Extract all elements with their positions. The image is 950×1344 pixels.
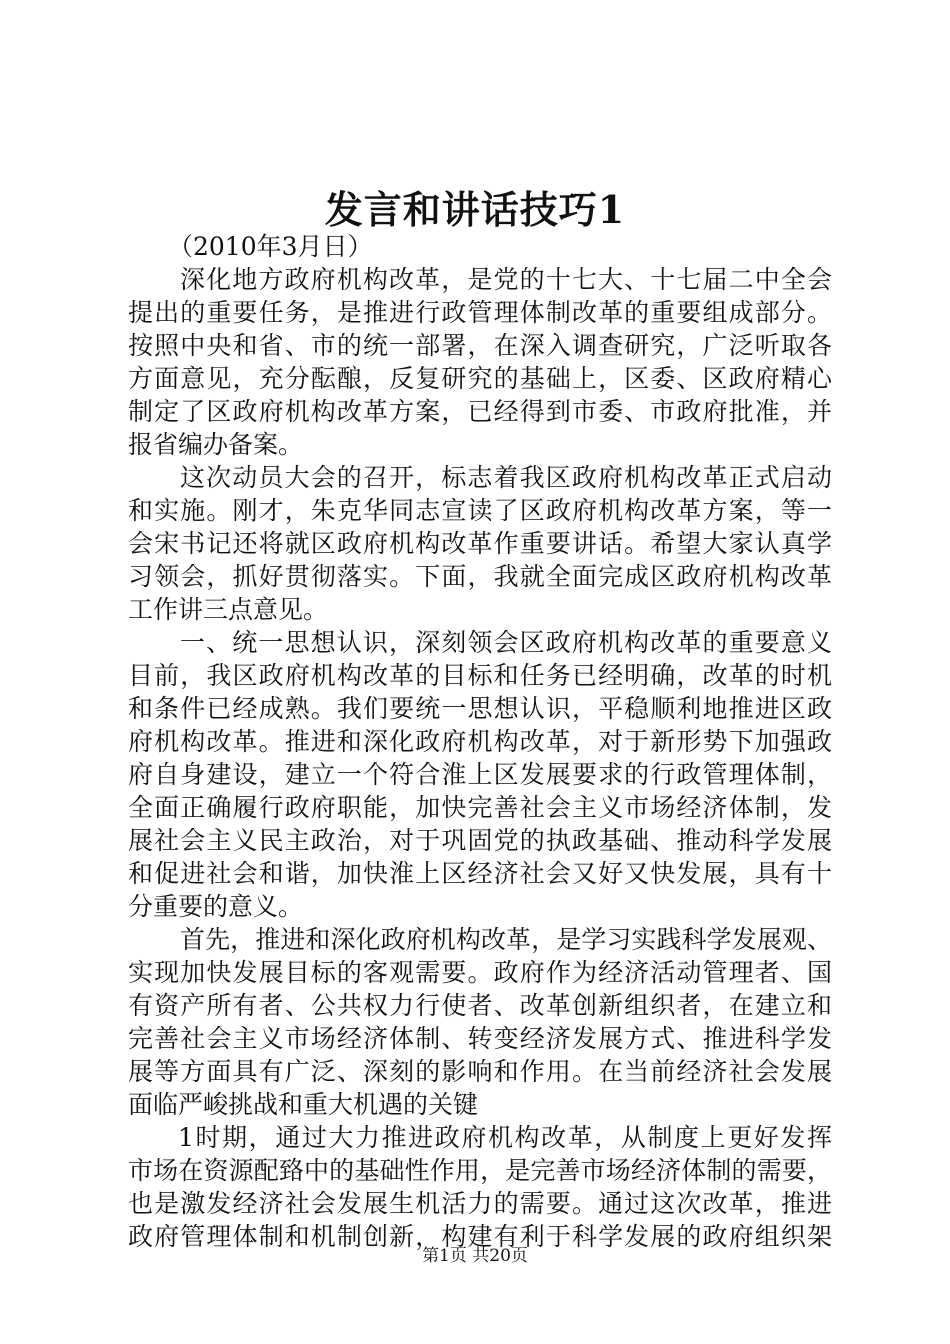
body-line: 1时期，通过大力推进政府机构改革，从制度上更好发挥 xyxy=(178,1123,832,1152)
body-line: 方面意见，充分酝酿，反复研究的基础上，区委、区政府精心 xyxy=(128,364,832,393)
body-line: 和实施。刚才，朱克华同志宣读了区政府机构改革方案，等一 xyxy=(128,496,832,525)
document-title: 发言和讲话技巧1 xyxy=(324,187,626,232)
body-line: 提出的重要任务，是推进行政管理体制改革的重要组成部分。 xyxy=(128,298,832,327)
body-line: 会宋书记还将就区政府机构改革作重要讲话。希望大家认真学 xyxy=(128,529,832,558)
body-line: 首先，推进和深化政府机构改革，是学习实践科学发展观、 xyxy=(180,925,832,954)
body-line: 政府管理体制和机制创新，构建有利于科学发展的政府组织架 xyxy=(128,1222,832,1251)
body-line: 制定了区政府机构改革方案，已经得到市委、市政府批准，并 xyxy=(128,397,832,426)
body-line: 府自身建设，建立一个符合淮上区发展要求的行政管理体制， xyxy=(128,760,832,789)
body-line: 习领会，抓好贯彻落实。下面，我就全面完成区政府机构改革 xyxy=(128,562,832,591)
body-line: 实现加快发展目标的客观需要。政府作为经济活动管理者、国 xyxy=(128,958,832,987)
body-line: 市场在资源配臵中的基础性作用，是完善市场经济体制的需要， xyxy=(128,1156,832,1185)
body-line: 工作讲三点意见。 xyxy=(128,595,329,624)
date-line: （2010年3月日） xyxy=(168,232,373,261)
body-line: 面临严峻挑战和重大机遇的关键 xyxy=(128,1090,479,1119)
body-line: 完善社会主义市场经济体制、转变经济发展方式、推进科学发 xyxy=(128,1024,832,1053)
body-line: 也是激发经济社会发展生机活力的需要。通过这次改革，推进 xyxy=(128,1189,832,1218)
body-line: 报省编办备案。 xyxy=(128,430,304,459)
body-line: 按照中央和省、市的统一部署，在深入调查研究，广泛听取各 xyxy=(128,331,832,360)
body-line: 展等方面具有广泛、深刻的影响和作用。在当前经济社会发展 xyxy=(128,1057,832,1086)
body-line: 展社会主义民主政治，对于巩固党的执政基础、推动科学发展 xyxy=(128,826,832,855)
body-line: 和促进社会和谐，加快淮上区经济社会又好又快发展，具有十 xyxy=(128,859,832,888)
body-line: 深化地方政府机构改革，是党的十七大、十七届二中全会 xyxy=(180,265,832,294)
body-line: 全面正确履行政府职能，加快完善社会主义市场经济体制，发 xyxy=(128,793,832,822)
section-heading: 一、统一思想认识，深刻领会区政府机构改革的重要意义 xyxy=(180,628,832,657)
body-line: 有资产所有者、公共权力行使者、改革创新组织者，在建立和 xyxy=(128,991,832,1020)
body-line: 目前，我区政府机构改革的目标和任务已经明确，改革的时机 xyxy=(128,661,832,690)
document-body xyxy=(128,230,832,1253)
page-footer: 第1页 共20页 xyxy=(422,1246,528,1266)
body-line: 府机构改革。推进和深化政府机构改革，对于新形势下加强政 xyxy=(128,727,832,756)
body-line: 分重要的意义。 xyxy=(128,892,304,921)
body-line: 这次动员大会的召开，标志着我区政府机构改革正式启动 xyxy=(180,463,832,492)
body-line: 和条件已经成熟。我们要统一思想认识，平稳顺利地推进区政 xyxy=(128,694,832,723)
